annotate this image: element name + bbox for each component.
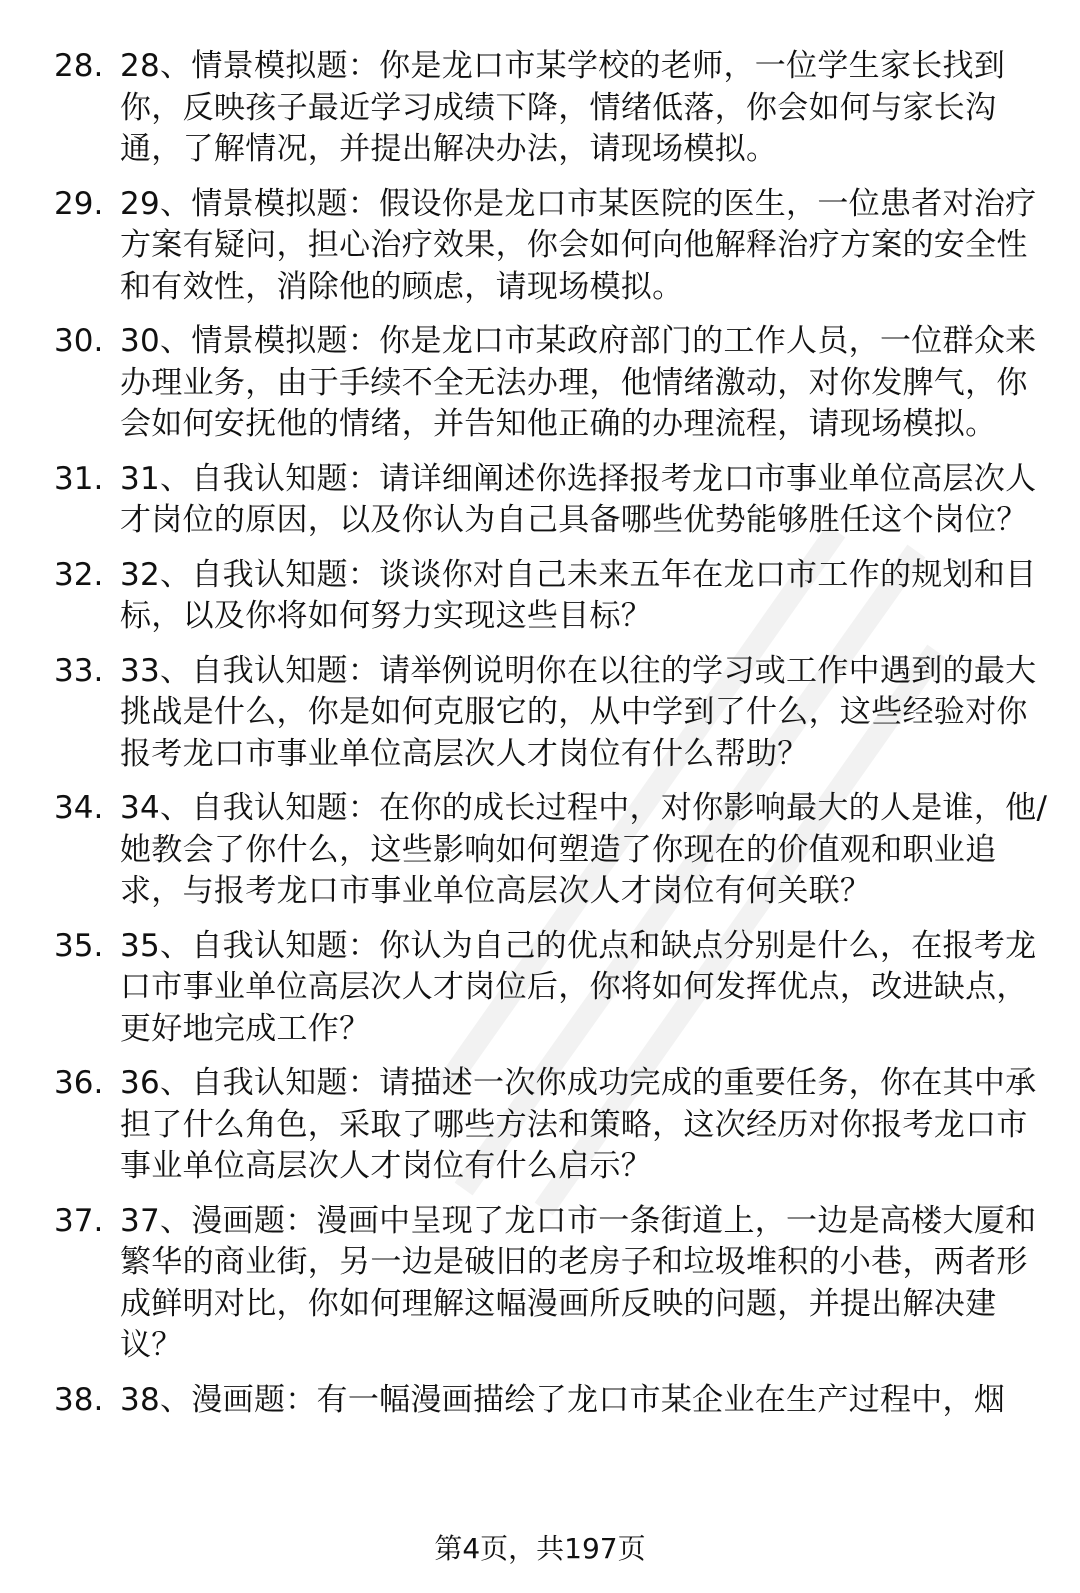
item-number: 35. (54, 927, 104, 964)
page-number-label: 第4页，共197页 (434, 1532, 646, 1565)
item-text: 35、自我认知题：你认为自己的优点和缺点分别是什么，在报考龙口市事业单位高层次人才岗位后，你将如何发挥优点，改进缺点，更好地完成工作？ (120, 927, 1037, 1047)
item-number: 34. (54, 790, 104, 826)
item-number: 38. (54, 1381, 104, 1418)
item-number: 31. (54, 460, 104, 497)
item-text: 33、自我认知题：请举例说明你在以往的学习或工作中遇到的最大挑战是什么，你是如何克服它的，从中学到了什么，这些经验对你报考龙口市事业单位高层次人才岗位有什么帮助？ (120, 652, 1037, 772)
question-list (54, 46, 1054, 1434)
item-number: 33. (54, 652, 104, 689)
item-text: 38、漫画题：有一幅漫画描绘了龙口市某企业在生产过程中，烟 (120, 1381, 1006, 1418)
item-number: 28. (54, 48, 104, 84)
list-item (54, 555, 1054, 638)
item-text: 28、情景模拟题：你是龙口市某学校的老师，一位学生家长找到你，反映孩子最近学习成绩下降，情绪低落，你会如何与家长沟通，了解情况，并提出解决办法，请现场模拟。 (120, 48, 1006, 167)
item-number: 32. (54, 556, 104, 593)
item-text: 34、自我认知题：在你的成长过程中，对你影响最大的人是谁，他/她教会了你什么，这些影响如何塑造了你现在的价值观和职业追求，与报考龙口市事业单位高层次人才岗位有何关联？ (120, 790, 1048, 909)
list-item (54, 788, 1054, 913)
item-text: 36、自我认知题：请描述一次你成功完成的重要任务，你在其中承担了什么角色，采取了哪些方法和策略，这次经历对你报考龙口市事业单位高层次人才岗位有什么启示？ (120, 1065, 1037, 1184)
list-item (54, 184, 1054, 309)
item-number: 29. (54, 185, 104, 222)
item-text: 30、情景模拟题：你是龙口市某政府部门的工作人员，一位群众来办理业务，由于手续不全无法办理，他情绪激动，对你发脾气，你会如何安抚他的情绪，并告知他正确的办理流程，请现场模拟。 (120, 323, 1037, 442)
list-item (54, 651, 1054, 776)
list-item (54, 1201, 1054, 1367)
list-item (54, 1380, 1054, 1422)
item-text: 31、自我认知题：请详细阐述你选择报考龙口市事业单位高层次人才岗位的原因，以及你认为自己具备哪些优势能够胜任这个岗位？ (120, 460, 1037, 538)
list-item (54, 1063, 1054, 1188)
item-number: 30. (54, 323, 104, 359)
page-footer (0, 1531, 1080, 1567)
item-number: 36. (54, 1065, 104, 1101)
list-item (54, 926, 1054, 1051)
item-text: 37、漫画题：漫画中呈现了龙口市一条街道上，一边是高楼大厦和繁华的商业街，另一边是破旧的老房子和垃圾堆积的小巷，两者形成鲜明对比，你如何理解这幅漫画所反映的问题，并提出解决建议？ (120, 1202, 1037, 1363)
item-text: 32、自我认知题：谈谈你对自己未来五年在龙口市工作的规划和目标，以及你将如何努力实现这些目标？ (120, 556, 1037, 634)
list-item (54, 459, 1054, 542)
list-item (54, 46, 1054, 171)
item-number: 37. (54, 1202, 104, 1239)
item-text: 29、情景模拟题：假设你是龙口市某医院的医生，一位患者对治疗方案有疑问，担心治疗效果，你会如何向他解释治疗方案的安全性和有效性，消除他的顾虑，请现场模拟。 (120, 185, 1037, 305)
list-item (54, 321, 1054, 446)
